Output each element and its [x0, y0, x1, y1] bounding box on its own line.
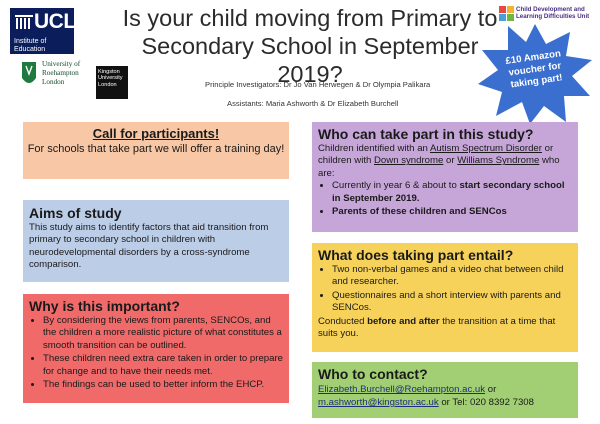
kingston-logo: Kingston University London: [96, 66, 128, 99]
cdldu-logo-text: Child Development and Learning Difficulties Unit: [516, 6, 590, 20]
roehampton-logo: [20, 60, 90, 92]
contact-line-1: Elizabeth.Burchell@Roehampton.ac.uk or: [318, 384, 497, 395]
roehampton-crest-icon: [20, 60, 38, 90]
research-assistants: Assistants: Maria Ashworth & Dr Elizabeth Burchell: [227, 99, 399, 108]
principal-investigators: Principle Investigators: Dr Jo Van Herwegen & Dr Olympia Palikara: [205, 80, 431, 89]
list-item: • Currently in year 6 & about to start secondary school in September 2019.: [332, 180, 572, 205]
voucher-starburst: [474, 22, 596, 126]
list-item: • Questionnaires and a short interview with parents and SENCos.: [332, 290, 572, 315]
telephone-number: or Tel: 020 8392 7308: [438, 397, 534, 408]
list-item: • The findings can be used to better inform the EHCP.: [43, 379, 283, 391]
contact-box: [312, 362, 578, 418]
ucl-logo-subtitle: Institute of Education: [14, 38, 47, 53]
taking-part-box: [312, 243, 578, 352]
call-for-participants-box: [23, 122, 289, 179]
email-link-ashworth[interactable]: m.ashworth@kingston.ac.uk: [318, 397, 439, 408]
williams-syndrome-label: Williams Syndrome: [457, 155, 540, 167]
aims-text: This study aims to identify factors that aid transition from primary to secondary school in children with neurodevelopmental disorders by a cross-syndrome comparison.: [29, 222, 269, 271]
list-item: • These children need extra care taken in order to prepare for change and to have their needs met.: [43, 353, 283, 378]
logo-square-icon: [507, 14, 514, 21]
list-item: • By considering the views from parents, SENCOs, and the children a more realistic picture of what constitutes a smooth transition can be outlined.: [43, 315, 283, 352]
entail-note: Conducted before and after the transition at a time that suits you.: [318, 315, 556, 340]
logo-square-icon: [499, 6, 506, 13]
down-syndrome-label: Down syndrome: [374, 155, 444, 167]
who-can-take-part-box: [312, 122, 578, 232]
cdldu-logo: [497, 4, 597, 24]
call-heading: Call for participants!: [92, 126, 220, 141]
call-text: For schools that take part we will offer a training day!: [27, 143, 285, 155]
why-important-box: [23, 294, 289, 403]
voucher-text: £10 Amazon voucher for taking part!: [504, 48, 564, 91]
who-intro: Children identified with an Autism Spectrum Disorder or children with Down syndrome or Williams Syndrome who are:: [318, 143, 560, 179]
contact-heading: Who to contact?: [318, 366, 428, 382]
logo-square-icon: [507, 6, 514, 13]
ucl-logo: [10, 8, 74, 54]
aims-heading: Aims of study: [29, 205, 122, 221]
contact-line-2: [318, 396, 572, 409]
who-heading: Who can take part in this study?: [318, 126, 534, 142]
email-link-burchell[interactable]: Elizabeth.Burchell@Roehampton.ac.uk: [318, 384, 486, 395]
asd-label: Autism Spectrum Disorder: [430, 143, 542, 154]
why-heading: Why is this important?: [29, 298, 180, 314]
who-list: [318, 180, 572, 218]
logo-square-icon: [499, 14, 506, 21]
ucl-portico-icon: [14, 12, 34, 32]
ucl-logo-text: UCL: [34, 10, 76, 33]
why-list: [29, 315, 283, 391]
entail-heading: What does taking part entail?: [318, 247, 514, 263]
page-title: Is your child moving from Primary to Secondary School in September 2019?: [122, 5, 498, 87]
aims-box: [23, 200, 289, 282]
list-item: • Parents of these children and SENCos: [332, 206, 572, 218]
roehampton-logo-text: University of Roehampton London: [42, 60, 81, 86]
list-item: • Two non-verbal games and a video chat between child and researcher.: [332, 264, 572, 289]
entail-list: [318, 264, 572, 315]
